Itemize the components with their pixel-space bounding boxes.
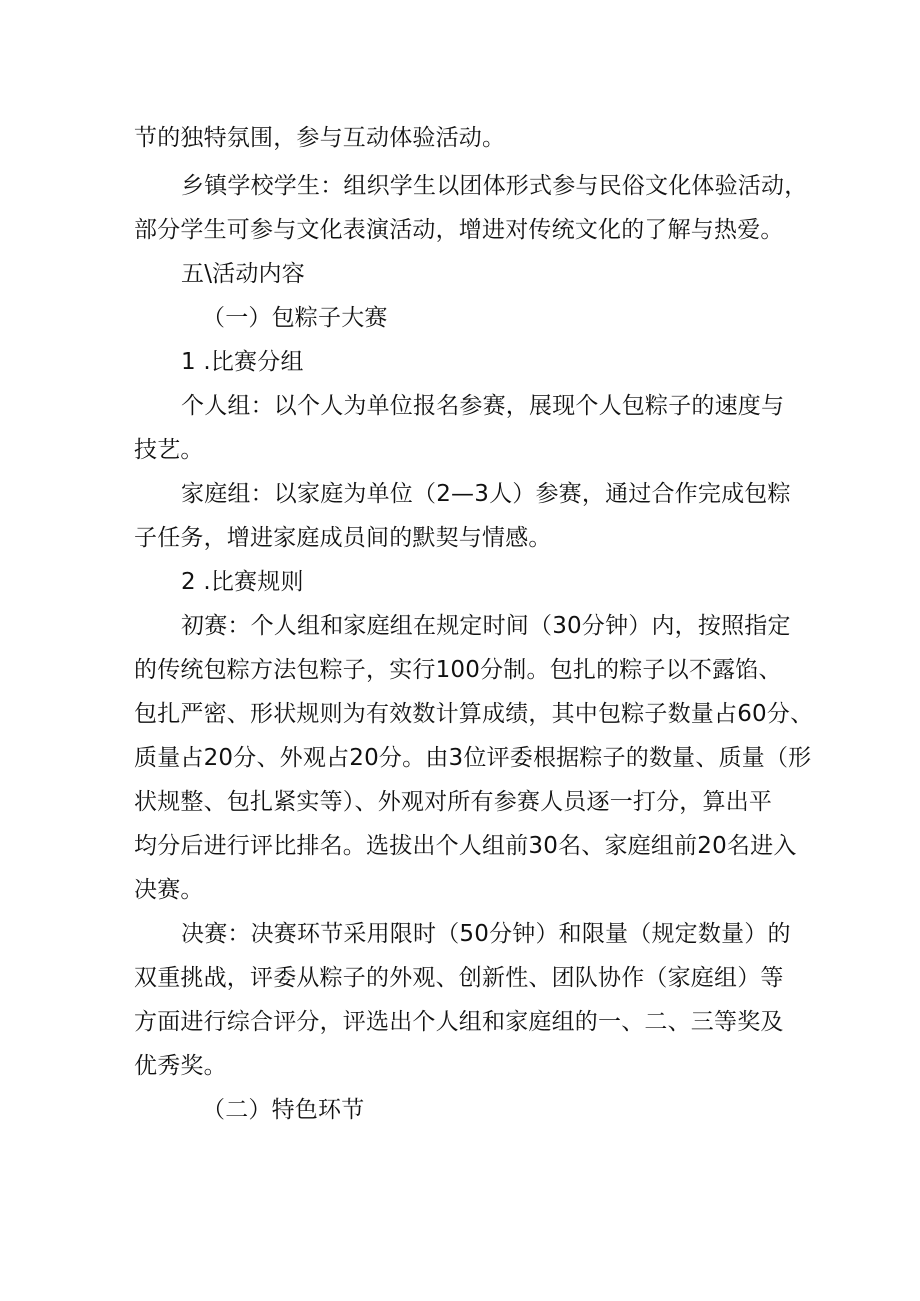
paragraph-line: 节的独特氛围，参与互动体验活动。 — [134, 125, 506, 151]
paragraph-line: 技艺。 — [134, 437, 204, 463]
paragraph-line: 个人组：以个人为单位报名参赛，展现个人包粽子的速度与 — [181, 393, 785, 419]
section-heading: 五\活动内容 — [181, 261, 305, 287]
paragraph-line: 部分学生可参与文化表演活动，增进对传统文化的了解与热爱。 — [134, 217, 784, 243]
paragraph-line: 决赛：决赛环节采用限时（50分钟）和限量（规定数量）的 — [181, 921, 791, 947]
paragraph-line: 初赛：个人组和家庭组在规定时间（30分钟）内，按照指定 — [181, 613, 791, 639]
paragraph-line: 的传统包粽方法包粽子，实行100分制。包扎的粽子以不露馅、 — [134, 657, 782, 683]
paragraph-line: 决赛。 — [134, 877, 204, 903]
numbered-heading: 1 .比赛分组 — [181, 349, 304, 375]
numbered-heading: 2 .比赛规则 — [181, 569, 304, 595]
paragraph-line: 包扎严密、形状规则为有效数计算成绩，其中包粽子数量占60分、 — [134, 701, 814, 727]
subsection-heading: （一）包粽子大赛 — [202, 305, 388, 331]
subsection-heading: （二）特色环节 — [202, 1097, 365, 1123]
paragraph-line: 均分后进行评比排名。选拔出个人组前30名、家庭组前20名进入 — [134, 833, 797, 859]
paragraph-line: 双重挑战，评委从粽子的外观、创新性、团队协作（家庭组）等 — [134, 965, 784, 991]
paragraph-line: 家庭组：以家庭为单位（2—3人）参赛，通过合作完成包粽 — [181, 481, 791, 507]
paragraph-line: 优秀奖。 — [134, 1053, 227, 1079]
paragraph-line: 方面进行综合评分，评选出个人组和家庭组的一、二、三等奖及 — [134, 1009, 784, 1035]
paragraph-line: 乡镇学校学生：组织学生以团体形式参与民俗文化体验活动， — [181, 173, 808, 199]
paragraph-line: 子任务，增进家庭成员间的默契与情感。 — [134, 525, 552, 551]
paragraph-line: 状规整、包扎紧实等）、外观对所有参赛人员逐一打分，算出平 — [134, 789, 773, 815]
paragraph-line: 质量占20分、外观占20分。由3位评委根据粽子的数量、质量（形 — [134, 745, 812, 771]
